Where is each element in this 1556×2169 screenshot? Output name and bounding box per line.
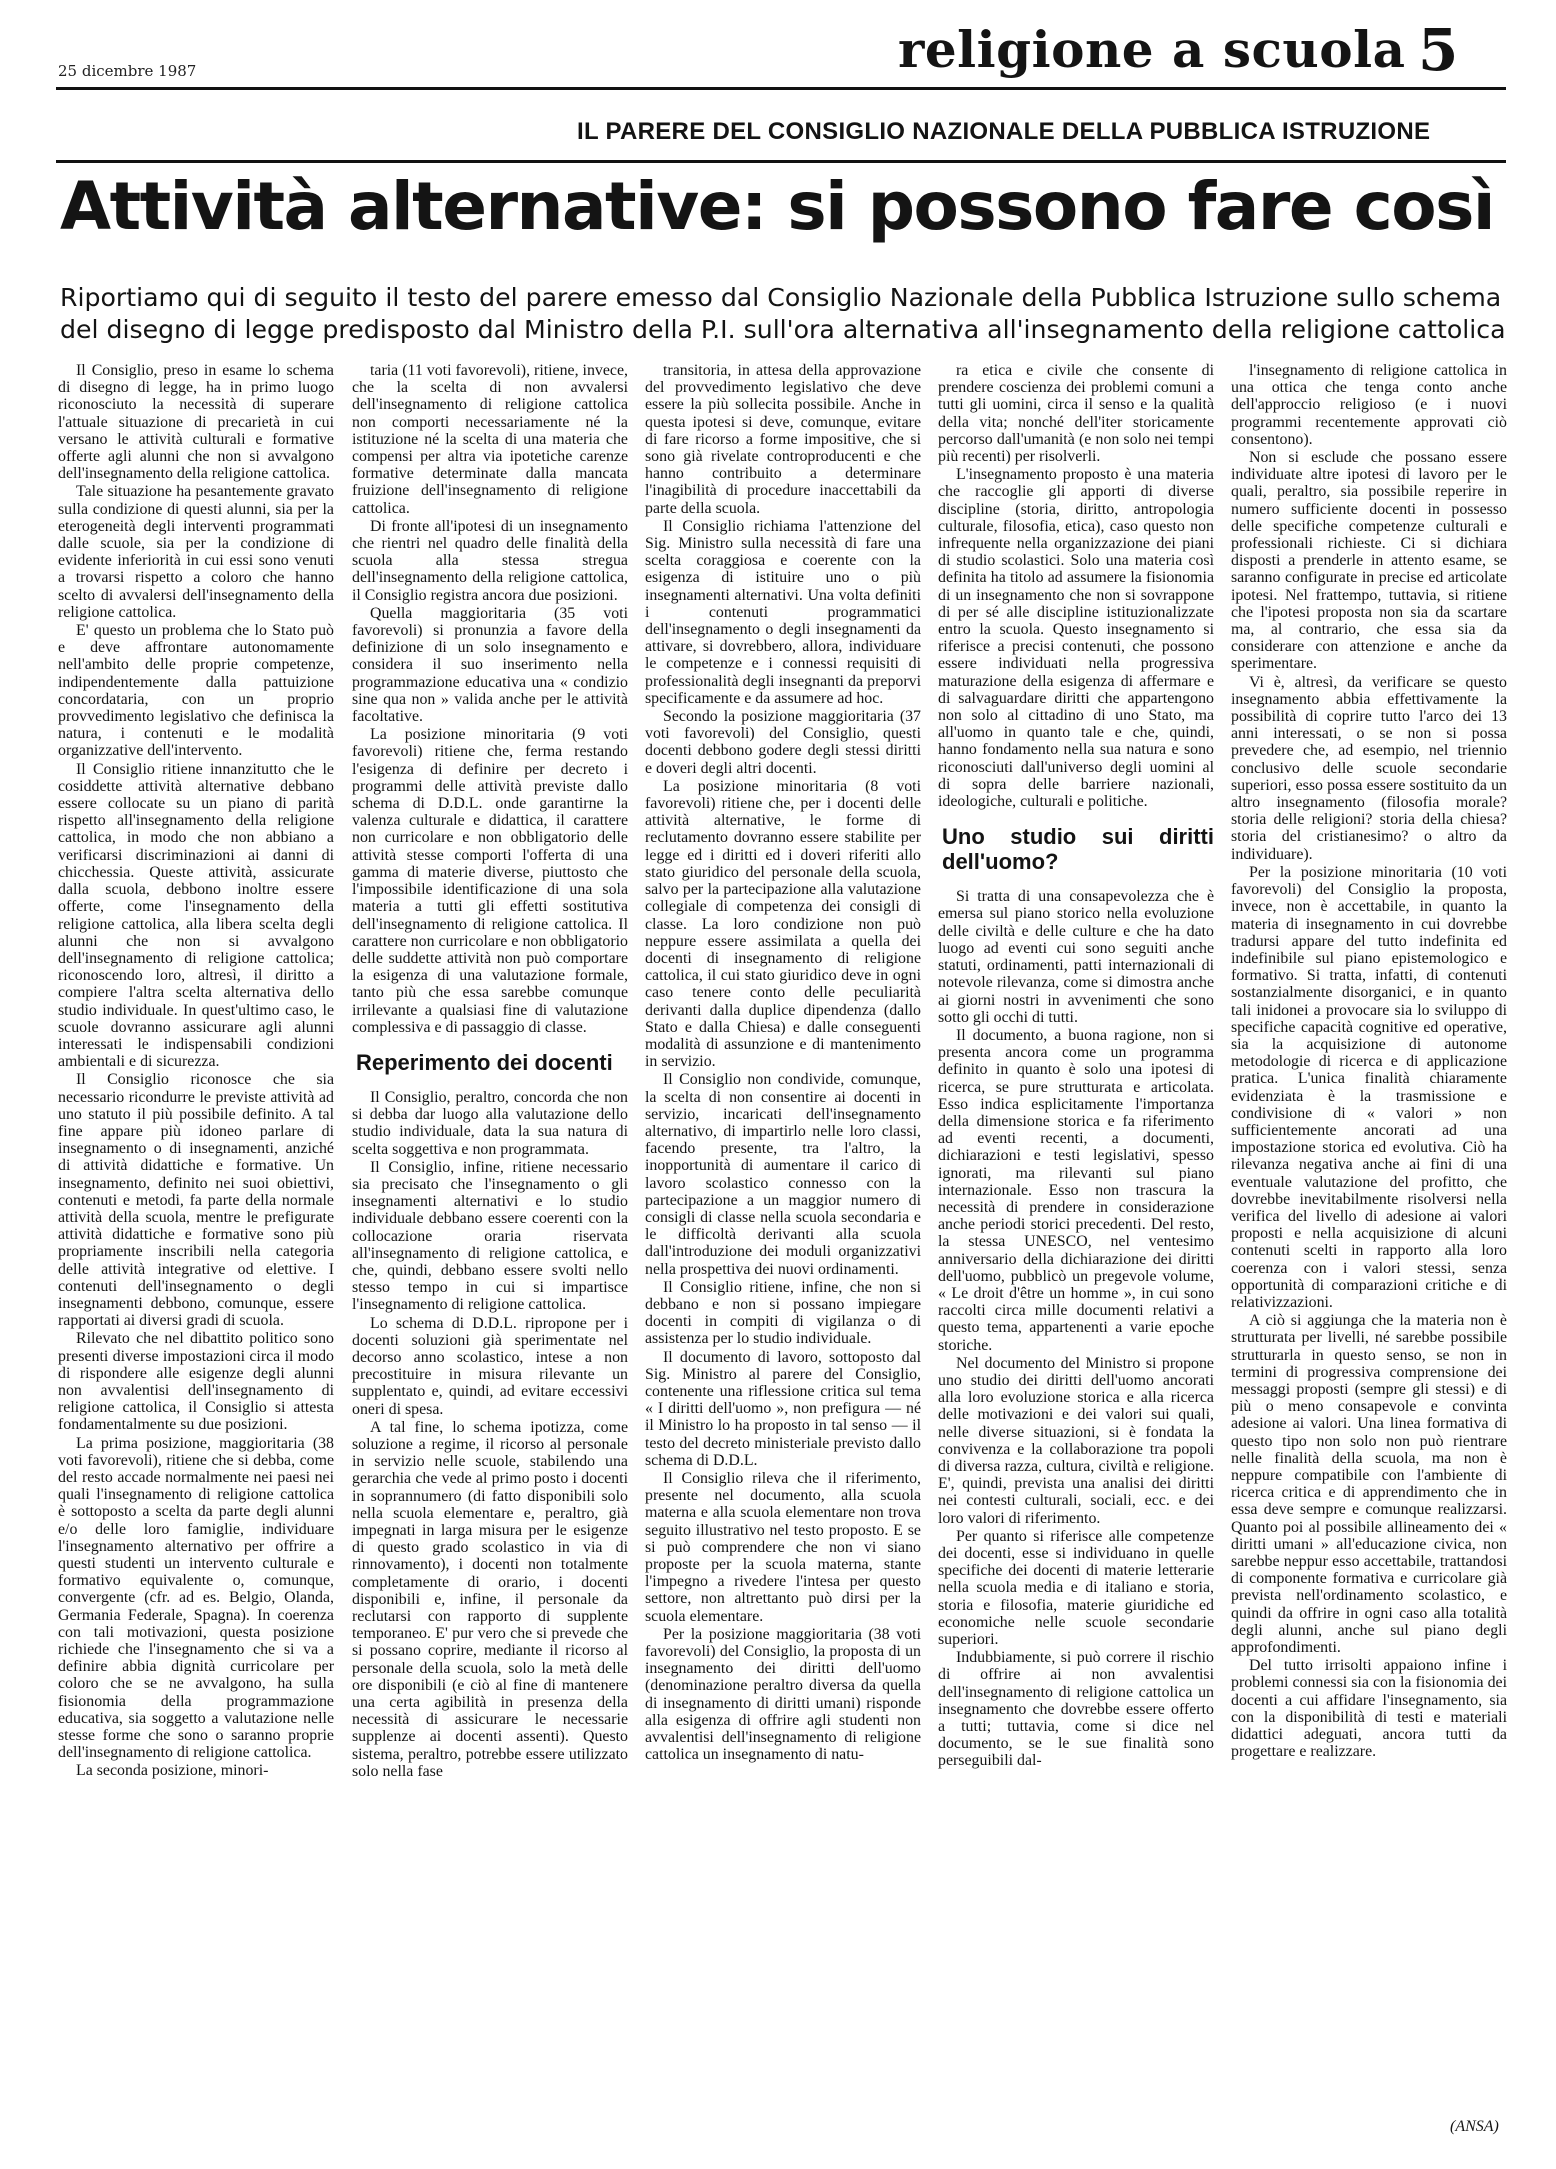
paragraph: L'insegnamento proposto è una materia che raccoglie gli apporti di diverse discipline (storia, diritto, antropologia culturale, filosofia, etica), caso questo non infrequente nella organizzazione dei piani di studio scolastici. Solo una materia così definita ha titolo ad assumere la fisionomia di un insegnamento che non si sovrappone di per sé alle discipline istituzionalizzate entro la scuola. Questo insegnamento si riferisce a precisi contenuti, che possono essere individuati nella progressiva maturazione della esigenza di affermare e di salvaguardare diritti che appartengono non solo al cittadino di uno Stato, ma all'uomo in quanto tale e che, quindi, hanno fondamento nella sua natura e sono riconosciuti dall'universo degli uomini al di sopra delle barriere nazionali, ideologiche, culturali e politiche.	[938, 466, 1214, 811]
paragraph: Il documento, a buona ragione, non si presenta ancora come un programma definito in quanto è solo una ipotesi di ricerca, se pure strutturata e articolata. Esso indica esplicitamente l'importanza della dimensione storica e fa riferimento ad eventi recenti, a documenti, dichiarazioni e testi legislativi, spesso ignorati, ma rilevanti sul piano internazionale. Esso non trascura la necessità di prendere in considerazione anche periodi storici precedenti. Del resto, la stessa UNESCO, nel ventesimo anniversario della dichiarazione dei diritti dell'uomo, pubblicò un pregevole volume, « Le droit d'être un homme », in cui sono raccolti circa mille documenti relativi a questo tema, appartenenti a varie epoche storiche.	[938, 1026, 1214, 1354]
paragraph: Rilevato che nel dibattito politico sono presenti diverse impostazioni circa il modo di rispondere alle esigenze degli alunni non avvalentisi dell'insegnamento di religione cattolica, il Consiglio si attesta fondamentalmente su due posizioni.	[58, 1330, 334, 1434]
kicker: IL PARERE DEL CONSIGLIO NAZIONALE DELLA PUBBLICA ISTRUZIONE	[577, 118, 1431, 145]
agency-credit: (ANSA)	[1450, 2118, 1499, 2135]
paragraph: Il Consiglio riconosce che sia necessario ricondurre le previste attività ad uno statuto il più possibile definito. A tal fine appare più idoneo parlare di insegnamento o di insegnamenti, anziché di attività didattiche e formative. Un insegnamento, definito nei suoi obiettivi, contenuti e metodi, fa parte della normale attività della scuola, mentre le prefigurate attività didattiche e formative sono più propriamente inscribili nella categoria delle attività integrative od elettive. I contenuti dell'insegnamento o degli insegnamenti debbono, comunque, essere rapportati ai diversi gradi di scuola.	[58, 1071, 334, 1330]
column-2	[352, 362, 628, 1781]
paragraph: l'insegnamento di religione cattolica in una ottica che tenga conto anche dell'approccio religioso (e i nuovi programmi recentemente approvati ciò consentono).	[1231, 362, 1507, 448]
paragraph: Per la posizione minoritaria (10 voti favorevoli) del Consiglio la proposta, invece, non è accettabile, in quanto la materia di insegnamento in cui dovrebbe tradursi appare del tutto indefinita ed indefinibile sul piano epistemologico e formativo. Si tratta, infatti, di contenuti sostanzialmente disorganici, e in quanto tali inidonei a provocare sia lo sviluppo di specifiche capacità cognitive ed operative, sia la acquisizione di autonome metodologie di ricerca e di applicazione pratica. L'unica finalità chiaramente evidenziata è la trasmissione e condivisione di « valori » non sufficientemente ancorati ad una impostazione storica ed evolutiva. Ciò ha rilevanza negativa anche ai fini di una eventuale valutazione del profitto, che dovrebbe inevitabilmente risolversi nella verifica del livello di adesione ai valori proposti e nella acquisizione di alcuni contenuti scelti in rapporto alla loro coerenza con i valori stessi, senza opportunità di comparazioni critiche e di relativizzazioni.	[1231, 863, 1507, 1311]
column-4	[938, 362, 1214, 1771]
paragraph: La posizione minoritaria (8 voti favorevoli) ritiene che, per i docenti delle attività alternative, le forme di reclutamento dovranno essere stabilite per legge ed i diritti ed i doveri riferiti allo stato giuridico del personale della scuola, salvo per la partecipazione alla valutazione collegiale di competenza dei consigli di classe. La loro condizione non può neppure essere assimilata a quella dei docenti di insegnamento di religione cattolica, il cui stato giuridico deve in ogni caso tenere conto delle peculiarità derivanti dalla duplice dipendenza (dallo Stato e dalla Chiesa) e dalle conseguenti modalità di assunzione e di mantenimento in servizio.	[645, 777, 921, 1071]
paragraph: Il Consiglio, peraltro, concorda che non si debba dar luogo alla valutazione dello studio individuale, data la sua natura di scelta soggettiva e non programmata.	[352, 1088, 628, 1158]
paragraph: Il Consiglio, infine, ritiene necessario sia precisato che l'insegnamento o gli insegnamenti alternativi e lo studio individuale debbano essere coerenti con la collocazione oraria riservata all'insegnamento di religione cattolica, e che, quindi, debbano essere svolti nello stesso tempo in cui si impartisce l'insegnamento di religione cattolica.	[352, 1158, 628, 1314]
paragraph: Il Consiglio richiama l'attenzione del Sig. Ministro sulla necessità di fare una scelta coraggiosa e coerente con la esigenza di istituire uno o più insegnamenti alternativi. Una volta definiti i contenuti programmatici dell'insegnamento o degli insegnamenti da attivare, si dovrebbero, allora, individuare le competenze e i connessi requisiti di professionalità degli insegnanti da preporvi specificamente e da assumere ad hoc.	[645, 517, 921, 707]
paragraph: Di fronte all'ipotesi di un insegnamento che rientri nel quadro delle finalità della scuola alla stessa stregua dell'insegnamento della religione cattolica, il Consiglio registra ancora due posizioni.	[352, 517, 628, 604]
paragraph: taria (11 voti favorevoli), ritiene, invece, che la scelta di non avvalersi dell'insegnamento di religione cattolica non comporti necessariamente né la istituzione né la scelta di una materia che compensi per altra via ipotetiche carenze formative determinate dalla mancata fruizione dell'insegnamento di religione cattolica.	[352, 362, 628, 517]
standfirst	[60, 282, 1508, 346]
subheading-diritti-uomo: Uno studio sui diritti dell'uomo?	[942, 824, 1214, 875]
paragraph: Il documento di lavoro, sottoposto dal Sig. Ministro al parere del Consiglio, contenente una riflessione critica sul tema « I diritti dell'uomo », non prefigura — né il Ministro lo ha proposto in tal senso — il testo del decreto ministeriale previsto dallo schema di D.D.L.	[645, 1348, 921, 1469]
paragraph: Il Consiglio ritiene, infine, che non si debbano e non si possano impiegare docenti in compiti di vigilanza o di assistenza per lo studio individuale.	[645, 1278, 921, 1348]
page-number: 5	[1418, 16, 1459, 84]
paragraph: Il Consiglio ritiene innanzitutto che le cosiddette attività alternative debbano essere collocate su un piano di parità rispetto all'insegnamento della religione cattolica, in modo che non abbiano a verificarsi discriminazioni ai danni di chicchessia. Queste attività, assicurate dalla scuola, debbono inoltre essere offerte, come l'insegnamento della religione cattolica, alla libera scelta degli alunni che non si avvalgono dell'insegnamento di religione cattolica; riconoscendo loro, altresì, il diritto a compiere l'altra scelta alternativa dello studio individuale. In quest'ultimo caso, le scuole dovranno assicurare agli alunni interessati le indispensabili condizioni ambientali e di sicurezza.	[58, 760, 334, 1071]
paragraph: Del tutto irrisolti appaiono infine i problemi connessi sia con la fisionomia dei docenti a cui affidare l'insegnamento, sia con la disponibilità di testi e materiali didattici adeguati, ancora tutti da progettare e realizzare.	[1231, 1657, 1507, 1761]
standfirst-line-2: del disegno di legge predisposto dal Ministro della P.I. sull'ora alternativa all'insegnamento della religione cattolica	[60, 315, 1506, 344]
paragraph: E' questo un problema che lo Stato può e deve affrontare autonomamente nell'ambito delle proprie competenze, indipendentemente dalla pattuizione concordataria, con un proprio provvedimento legislativo che definisca la natura, i contenuti e le modalità organizzative dell'intervento.	[58, 622, 334, 760]
paragraph: Indubbiamente, si può correre il rischio di offrire ai non avvalentisi dell'insegnamento di religione cattolica un insegnamento che dovrebbe essere offerto a tutti; tuttavia, come si dice nel documento, se le sue finalità sono perseguibili dal-	[938, 1649, 1214, 1770]
column-3	[645, 362, 921, 1764]
paragraph: Nel documento del Ministro si propone uno studio dei diritti dell'uomo ancorati alla loro evoluzione storica e alla ricerca delle motivazioni e dei valori sui quali, nelle diverse situazioni, si è fondata la convivenza e la collaborazione tra popoli di diversa razza, cultura, civiltà e religione. E', quindi, prevista una analisi dei diritti nei contesti culturali, sociali, ecc. e dei loro valori di riferimento.	[938, 1354, 1214, 1527]
paragraph: La posizione minoritaria (9 voti favorevoli) ritiene che, ferma restando l'esigenza di definire per decreto i programmi delle attività previste dallo schema di D.D.L. onde garantirne la valenza culturale e didattica, il carattere non curricolare e non obbligatorio delle attività stesse comporti l'offerta di una gamma di materie diverse, piuttosto che l'impossibile identificazione di una sola materia a tutti gli effetti sostitutiva dell'insegnamento di religione cattolica. Il carattere non curricolare e non obbligatorio delle suddette attività non può comportare la esigenza di una valutazione formale, tanto più che essa sarebbe comunque irrilevante a qualsiasi fine di valutazione complessiva e di passaggio di classe.	[352, 726, 628, 1036]
header-rule	[56, 87, 1506, 90]
paragraph: Il Consiglio, preso in esame lo schema di disegno di legge, ha in primo luogo riconosciuto la necessità di superare l'attuale situazione di precarietà in cui versano le attività culturali e formative offerte agli alunni che non si avvalgono dell'insegnamento della religione cattolica.	[58, 362, 334, 483]
paragraph: Per la posizione maggioritaria (38 voti favorevoli) del Consiglio, la proposta di un insegnamento dei diritti dell'uomo (denominazione peraltro diversa da quella di insegnamento di diritti umani) risponde alla esigenza di offrire agli studenti non avvalentisi dell'insegnamento di religione cattolica un insegnamento di natu-	[645, 1625, 921, 1764]
paragraph: Lo schema di D.D.L. ripropone per i docenti soluzioni già sperimentate nel decorso anno scolastico, intese a non precostituire in misura rilevante un supplentato e, quindi, ad evitare eccessivi oneri di spesa.	[352, 1314, 628, 1418]
standfirst-line-1: Riportiamo qui di seguito il testo del parere emesso dal Consiglio Nazionale della Pubblica Istruzione sullo schema	[60, 283, 1502, 312]
kicker-rule	[56, 160, 1506, 163]
paragraph: La prima posizione, maggioritaria (38 voti favorevoli), ritiene che si debba, come del resto accade normalmente nei paesi nei quali l'insegnamento di religione cattolica è sottoposto a scelta da parte degli alunni e/o delle loro famiglie, individuare l'insegnamento alternativo per offrire a questi studenti un intervento culturale e formativo equivalente o, comunque, convergente (cfr. ad es. Belgio, Olanda, Germania Federale, Spagna). In coerenza con tali motivazioni, questa posizione richiede che l'insegnamento che si va a definire abbia dignità curricolare per coloro che se ne avvalgono, ha sulla fisionomia della programmazione educativa, sia soggetto a valutazione nelle stesse forme che sono o saranno proprie dell'insegnamento di religione cattolica.	[58, 1434, 334, 1762]
paragraph: Secondo la posizione maggioritaria (37 voti favorevoli) del Consiglio, questi docenti debbono godere degli stessi diritti e doveri degli altri docenti.	[645, 708, 921, 777]
subheading-reperimento: Reperimento dei docenti	[356, 1049, 613, 1075]
section-title: religione a scuola	[898, 20, 1406, 79]
column-5	[1231, 362, 1507, 1761]
paragraph: La seconda posizione, minori-	[76, 1762, 269, 1780]
paragraph: Il Consiglio non condivide, comunque, la scelta di non consentire ai docenti in servizio, incaricati dell'insegnamento alternativo, di impartirlo nelle loro classi, facendo presente, tra l'altro, la inopportunità di aumentare il carico di lavoro scolastico connesso con la partecipazione a un maggior numero di consigli di classe nella scuola secondaria e le difficoltà derivanti alla scuola dall'introduzione dei moduli organizzativi nella prospettiva dei nuovi ordinamenti.	[645, 1071, 921, 1278]
paragraph: Per quanto si riferisce alle competenze dei docenti, esse si individuano in quelle specifiche dei docenti di materie letterarie nella scuola media e di italiano e storia, storia e filosofia, materie giuridiche ed economiche nelle scuole secondarie superiori.	[938, 1527, 1214, 1649]
headline: Attività alternative: si possono fare così	[60, 168, 1494, 245]
paragraph: Il Consiglio rileva che il riferimento, presente nel documento, alla scuola materna e alla scuola elementare non trova seguito illustrativo nel testo proposto. E se si può comprendere che non vi siano proposte per la scuola materna, stante l'impegno a rivedere l'intesa per questo settore, non altrettanto può dirsi per la scuola elementare.	[645, 1470, 921, 1625]
paragraph: Non si esclude che possano essere individuate altre ipotesi di lavoro per le quali, peraltro, sia possibile reperire in numero sufficiente docenti in possesso delle specifiche competenze culturali e professionali richieste. Ci si dichiara disposti a prenderle in attento esame, se saranno configurate in precise ed articolate ipotesi. Nel frattempo, tuttavia, si ritiene che l'ipotesi proposta non sia da scartare ma, al contrario, che essa sia da considerare con attenzione e anche da sperimentare.	[1231, 449, 1507, 673]
paragraph: transitoria, in attesa della approvazione del provvedimento legislativo che deve essere la più sollecita possibile. Anche in questa ipotesi si deve, comunque, evitare di fare ricorso a forme impositive, che si sono già rivelate controproducenti e che hanno contribuito a determinare l'inagibilità di procedure inaccettabili da parte della scuola.	[645, 362, 921, 517]
column-1	[58, 362, 334, 1781]
paragraph: ra etica e civile che consente di prendere coscienza dei problemi comuni a tutti gli uomini, circa il senso e la qualità della vita; nonché dell'iter storicamente percorso dall'umanità (e non solo nei tempi più recenti) per risolverli.	[938, 362, 1214, 466]
paragraph: Vi è, altresì, da verificare se questo insegnamento abbia effettivamente la possibilità di coprire tutto l'arco dei 13 anni interessati, o se non si possa prevedere che, ad esempio, nel triennio conclusivo delle scuole secondarie superiori, esso possa essere sostituito da un altro insegnamento (filosofia morale? storia delle religioni? storia della chiesa? storia del cristianesimo? o altro da individuare).	[1231, 673, 1507, 863]
paragraph: Si tratta di una consapevolezza che è emersa sul piano storico nella evoluzione delle civiltà e delle culture e che ha dato luogo ad eventi cui sono seguiti anche statuti, ordinamenti, patti internazionali di notevole rilevanza, come si dimostra anche ai giorni nostri in avvenimenti che sono sotto gli occhi di tutti.	[938, 888, 1214, 1026]
issue-date: 25 dicembre 1987	[58, 62, 197, 80]
paragraph: A tal fine, lo schema ipotizza, come soluzione a regime, il ricorso al personale in servizio nelle scuole, stabilendo una gerarchia che vede al primo posto i docenti in soprannumero (di fatto disponibili solo nella scuola elementare e, peraltro, già impegnati in larga misura per le esigenze di questo grado scolastico in via di rinnovamento), i docenti non totalmente completamente di orario, i docenti disponibili e, infine, il personale da reclutarsi con rapporto di supplente temporaneo. E' pur vero che si prevede che si possano coprire, mediante il ricorso al personale della scuola, solo la metà delle ore disponibili (e ciò al fine di mantenere una certa agibilità in presenza della necessità di assicurare le necessarie supplenze ai docenti assenti). Questo sistema, peraltro, potrebbe essere utilizzato solo nella fase	[352, 1418, 628, 1780]
paragraph: Quella maggioritaria (35 voti favorevoli) si pronunzia a favore della definizione di un solo insegnamento e considera il suo inserimento nella programmazione educativa una « condizio sine qua non » valida anche per le attività facoltative.	[352, 604, 628, 726]
paragraph: A ciò si aggiunga che la materia non è strutturata per livelli, né sarebbe possibile strutturarla in questo senso, se non in termini di progressiva comprensione dei messaggi proposti (sempre gli stessi) e di più o meno consapevole e convinta adesione ai valori. Una linea formativa di questo tipo non solo non può rientrare nelle finalità della scuola, ma non è neppure compatibile con l'ambiente di ricerca critica e di apprendimento che in essa deve sempre e comunque realizzarsi. Quanto poi al possibile allineamento dei « diritti umani » all'educazione civica, non sarebbe neppur esso accettabile, trattandosi di componente formativa e curricolare già prevista nell'ordinamento scolastico, e quindi da offrire in ogni caso alla totalità degli alunni, anche sul piano degli approfondimenti.	[1231, 1312, 1507, 1657]
paragraph: Tale situazione ha pesantemente gravato sulla condizione di questi alunni, sia per la eterogeneità degli interventi programmati dalle scuole, sia per la condizione di evidente inferiorità in cui essi sono venuti a trovarsi rispetto a coloro che hanno scelto di avvalersi dell'insegnamento della religione cattolica.	[58, 483, 334, 621]
